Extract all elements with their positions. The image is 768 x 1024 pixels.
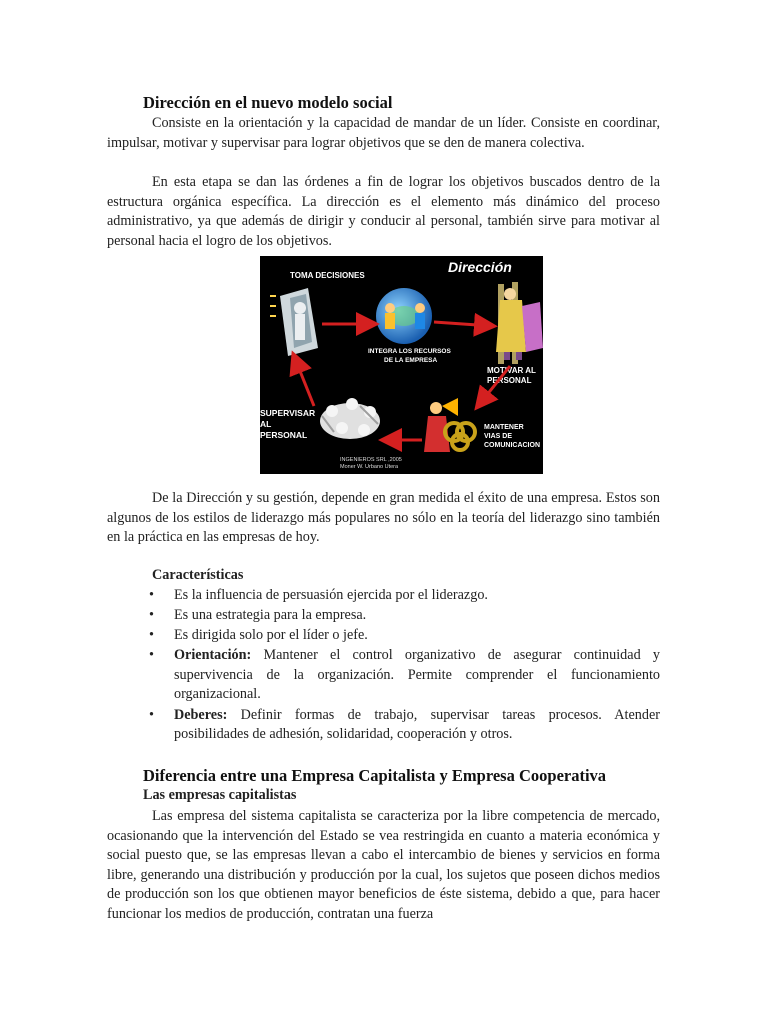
list-item [147, 646, 660, 705]
list-item-text: Es la influencia de persuasión ejercida por el liderazgo. [174, 587, 488, 603]
list-item-text: Es una estrategia para la empresa. [174, 607, 367, 624]
diagram-label-mantener-1: MANTENER [484, 424, 524, 431]
list-item [147, 606, 660, 626]
bullet-icon: • [149, 706, 154, 723]
section-title-direccion: Dirección en el nuevo modelo social [143, 93, 393, 112]
list-item-text: Mantener el control organizativo de asegurar continuidad y supervivencia de la organización. Permite comprender el funcionamiento organizacional. [174, 647, 660, 703]
paragraph-gestion: De la Dirección y su gestión, depende en gran medida el éxito de una empresa. Estos son algunos de los estilos de liderazgo más populares no sólo en la teoría del liderazgo sino también en la práctica en las empresas de hoy. [107, 490, 660, 546]
diagram-label-motivar-1: MOTIVAR AL [487, 366, 536, 375]
bullet-icon: • [149, 607, 154, 624]
bullet-icon: • [149, 587, 154, 603]
diagram-label-toma-decisiones: TOMA DECISIONES [290, 271, 365, 280]
diagram-label-mantener-3: COMUNICACION [484, 442, 540, 449]
diagram-label-motivar-2: PERSONAL [487, 376, 532, 385]
diagram-credit-1: INGENIEROS SRL ,2005 [340, 457, 402, 463]
caracteristicas-list [147, 586, 660, 745]
bullet-icon: • [149, 627, 154, 644]
diagram-label-supervisar-3: PERSONAL [260, 430, 308, 440]
diagram-label-supervisar-2: AL [260, 419, 272, 429]
diagram-label-integra-1: INTEGRA LOS RECURSOS [368, 348, 451, 355]
list-item-label: Deberes: [174, 706, 228, 723]
direccion-diagram-image [260, 256, 543, 474]
diagram-label-supervisar-1: SUPERVISAR [260, 408, 316, 418]
paragraph-capitalistas: Las empresa del sistema capitalista se caracteriza por la libre competencia de mercado, ocasionando que la intervención del Estado se vea restringida en cuanto a materia económica y social puesto que, se las empresas llevan a cabo el intercambio de bienes y servicios en forma libre, generando una distribución y producción por la cual, los sujetos que poseen dichos medios de producción son los que obtienen mayor beneficios de éste sistema, debido a que, para hacer funcionar los medios de producción, contratan una fuerza [107, 808, 660, 922]
list-item [147, 586, 660, 606]
list-item-text: Definir formas de trabajo, supervisar tareas procesos. Atender posibilidades de adhesión, solidaridad, cooperación y otros. [174, 706, 660, 743]
diagram-credit-2: Moner W. Urbano Utera [340, 464, 399, 470]
globe-people-illustration [376, 288, 432, 344]
list-item-text: Es dirigida solo por el líder o jefe. [174, 627, 368, 644]
paragraph-definicion: Consiste en la orientación y la capacidad de mandar de un líder. Consiste en coordinar, impulsar, motivar y supervisar para lograr objetivos que se den de manera colectiva. [107, 115, 660, 151]
diagram-label-mantener-2: VIAS DE [484, 433, 513, 440]
list-item [147, 626, 660, 646]
subheading-empresas-capitalistas: Las empresas capitalistas [143, 787, 297, 803]
list-item [147, 706, 660, 745]
section-title-diferencia: Diferencia entre una Empresa Capitalista y Empresa Cooperativa [143, 766, 607, 785]
diagram-label-integra-2: DE LA EMPRESA [384, 357, 438, 364]
paragraph-etapa: En esta etapa se dan las órdenes a fin de lograr los objetivos buscados dentro de la estructura orgánica específica. La dirección es el elemento más dinámico del proceso administrativo, ya que además de dirigir y conducir al personal, también sirve para motivar al personal hacia el logro de los objetivos. [107, 174, 660, 249]
list-item-label: Orientación: [174, 647, 252, 664]
bullet-icon: • [149, 647, 154, 664]
subheading-caracteristicas: Características [152, 567, 244, 583]
diagram-title: Dirección [448, 259, 512, 275]
